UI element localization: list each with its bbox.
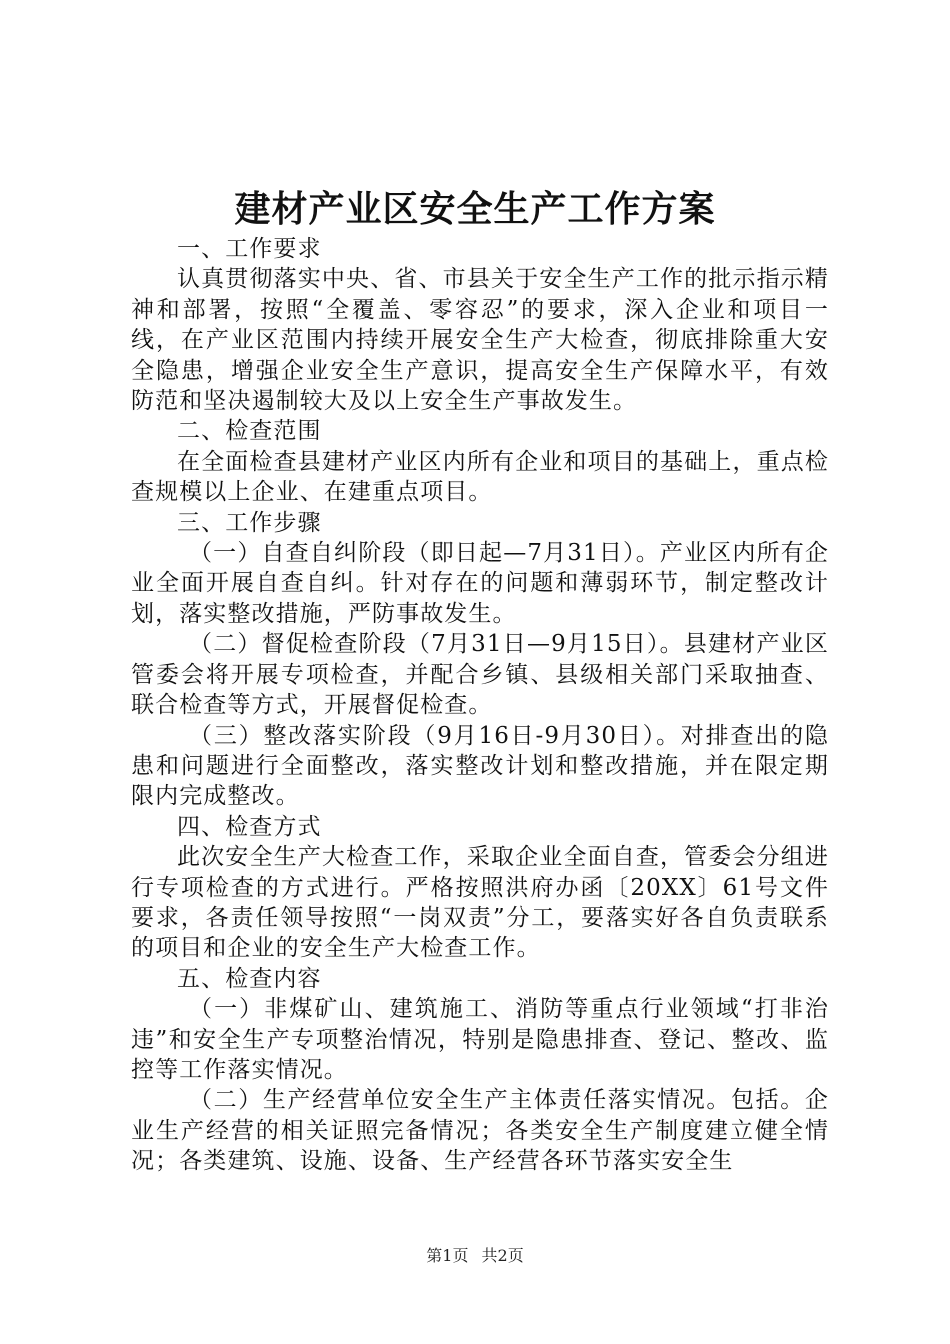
document-body xyxy=(131,234,829,1177)
body-paragraph: 认真贯彻落实中央、省、市县关于安全生产工作的批示指示精神和部署，按照“全覆盖、零容忍”的要求，深入企业和项目一线，在产业区范围内持续开展安全生产大检查，彻底排除重大安全隐患，增强企业安全生产意识，提高安全生产保障水平，有效防范和坚决遏制较大及以上安全生产事故发生。 xyxy=(131,266,829,415)
subsection-paragraph: （一）自查自纠阶段（即日起—7月31日）。产业区内所有企业全面开展自查自纠。针对存在的问题和薄弱环节，制定整改计划，落实整改措施，严防事故发生。 xyxy=(131,540,829,627)
section-heading: 三、工作步骤 xyxy=(177,509,322,536)
section-heading: 五、检查内容 xyxy=(177,965,322,992)
subsection-paragraph: （一）非煤矿山、建筑施工、消防等重点行业领域“打非治违”和安全生产专项整治情况，特别是隐患排查、登记、整改、监控等工作落实情况。 xyxy=(131,996,829,1083)
subsection-paragraph: （二）督促检查阶段（7月31日—9月15日）。县建材产业区管委会将开展专项检查，并配合乡镇、县级相关部门采取抽查、联合检查等方式，开展督促检查。 xyxy=(131,631,829,719)
subsection-paragraph: （三）整改落实阶段（9月16日-9月30日）。对排查出的隐患和问题进行全面整改，落实整改计划和整改措施，并在限定期限内完成整改。 xyxy=(131,722,829,810)
subsection-paragraph: （二）生产经营单位安全生产主体责任落实情况。包括。企业生产经营的相关证照完备情况；各类安全生产制度建立健全情况；各类建筑、设施、设备、生产经营各环节落实安全生 xyxy=(131,1087,829,1175)
body-paragraph: 此次安全生产大检查工作，采取企业全面自查，管委会分组进行专项检查的方式进行。严格按照洪府办函〔20XX〕61号文件要求，各责任领导按照“一岗双责”分工，要落实好各自负责联系的项目和企业的安全生产大检查工作。 xyxy=(131,844,829,962)
page-footer xyxy=(0,1245,950,1267)
page-number: 第1页 xyxy=(426,1246,469,1265)
section-heading: 一、工作要求 xyxy=(177,236,322,262)
page-total: 共2页 xyxy=(481,1246,524,1265)
document-title: 建材产业区安全生产工作方案 xyxy=(234,188,716,230)
section-heading: 二、检查范围 xyxy=(177,418,322,445)
body-paragraph: 在全面检查县建材产业区内所有企业和项目的基础上，重点检查规模以上企业、在建重点项目。 xyxy=(131,448,829,506)
section-heading: 四、检查方式 xyxy=(177,813,322,840)
